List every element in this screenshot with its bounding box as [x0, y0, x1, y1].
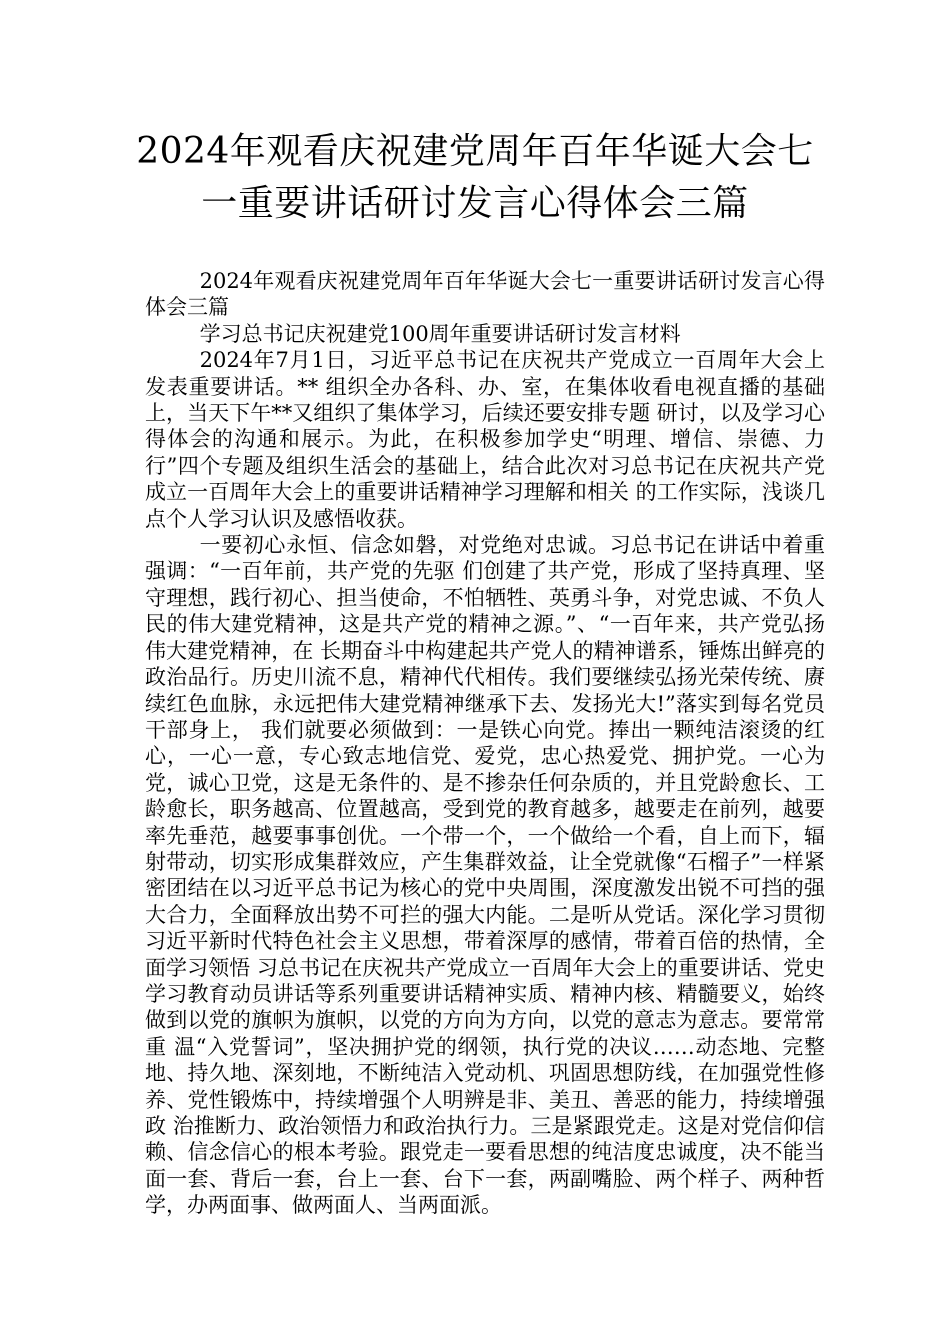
document-body — [145, 268, 825, 1219]
paragraph-subtitle: 学习总书记庆祝建党100周年重要讲话研讨发言材料 — [199, 321, 681, 346]
paragraph-intro: 2024年7月1日，习近平总书记在庆祝共产党成立一百周年大会上发表重要讲话。** 组织全办各科、办、室，在集体收看电视直播的基础上，当天下午**又组织了集体学习，后续还要安排专题 研讨，以及学习心得体会的沟通和展示。为此，在积极参加学史“明理、增信、崇德、力行”四个专题及组织生活会的基础上，结合此次对习总书记在庆祝共产党成立一百周年大会上的重要讲话精神学习理解和相关 的工作实际，浅谈几点个人学习认识及感悟收获。 — [145, 348, 825, 531]
document-title: 2024年观看庆祝建党周年百年华诞大会七一重要讲话研讨发言心得体会三篇 — [136, 131, 814, 224]
paragraph-point-one: 一要初心永恒、信念如磐，对党绝对忠诚。习总书记在讲话中着重强调：“一百年前，共产党的先驱 们创建了共产党，形成了坚持真理、坚守理想，践行初心、担当使命，不怕牺牲、英勇斗争，对党忠诚、不负人民的伟大建党精神，这是共产党的精神之源。”、“一百年来，共产党弘扬伟大建党精神，在 长期奋斗中构建起共产党人的精神谱系，锤炼出鲜亮的政治品行。历史川流不息，精神代代相传。我们要继续弘扬光荣传统、赓续红色血脉，永远把伟大建党精神继承下去、发扬光大!”落实到每名党员干部身上， 我们就要必须做到：一是铁心向党。捧出一颗纯洁滚烫的红心，一心一意，专心致志地信党、爱党，忠心热爱党、拥护党。一心为党，诚心卫党，这是无条件的、是不掺杂任何杂质的，并且党龄愈长、工龄愈长，职务越高、位置越高，受到党的教育越多，越要走在前列，越要率先垂范，越要事事创优。一个带一个，一个做给一个看，自上而下，辐射带动，切实形成集群效应，产生集群效益，让全党就像“石榴子”一样紧密团结在以习近平总书记为核心的党中央周围，深度激发出锐不可挡的强大合力，全面释放出势不可拦的强大内能。二是听从党话。深化学习贯彻习近平新时代特色社会主义思想，带着深厚的感情，带着百倍的热情，全面学习领悟 习总书记在庆祝共产党成立一百周年大会上的重要讲话、党史学习教育动员讲话等系列重要讲话精神实质、精神内核、精髓要义，始终做到以党的旗帜为旗帜，以党的方向为方向，以党的意志为意志。要常常重 温“入党誓词”，坚决拥护党的纲领，执行党的决议……动态地、完整地、持久地、深刻地，不断纯洁入党动机、巩固思想防线，在加强党性修养、党性锻炼中，持续增强个人明辨是非、美丑、善恶的能力，持续增强政 治推断力、政治领悟力和政治执行力。三是紧跟党走。这是对党信仰信赖、信念信心的根本考验。跟党走一要看思想的纯洁度忠诚度，决不能当面一套、背后一套，台上一套、台下一套，两副嘴脸、两个样子、两种哲 学，办两面事、做两面人、当两面派。 — [145, 533, 825, 1218]
paragraph-heading-repeat: 2024年观看庆祝建党周年百年华诞大会七一重要讲话研讨发言心得体会三篇 — [145, 269, 825, 320]
